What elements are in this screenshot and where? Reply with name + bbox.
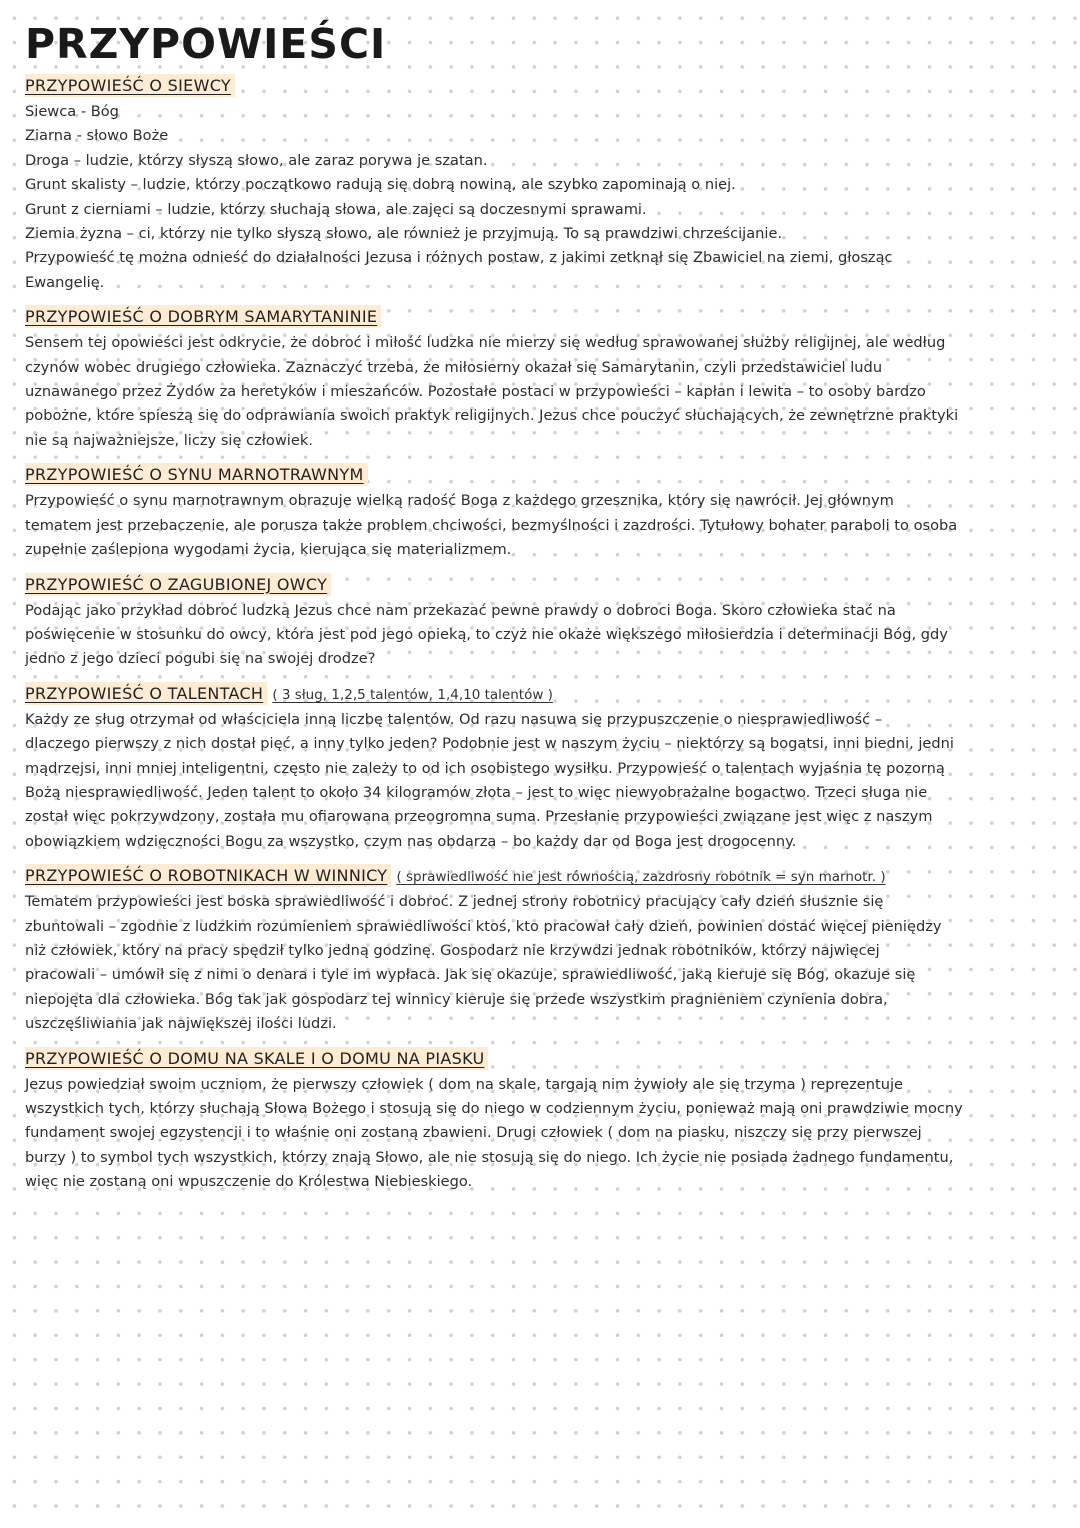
section-body <box>25 100 1060 295</box>
section-syn-marnotrawny <box>25 463 1060 562</box>
text-line: Przypowieść tę można odnieść do działalności Jezusa i różnych postaw, z jakimi zetknął się Zbawiciel na ziemi, głosząc <box>25 249 893 267</box>
text-line: czynów wobec drugiego człowieka. Zaznaczyć trzeba, że miłosierny okazał się Samarytanin, czyli przedstawiciel ludu <box>25 358 883 376</box>
text-line: niepojęta dla człowieka. Bóg tak jak gospodarz tej winnicy kieruje się przede wszystkim pragnieniem czynienia dobra, <box>25 990 888 1008</box>
section-note: ( 3 sług, 1,2,5 talentów, 1,4,10 talentów ) <box>272 686 553 703</box>
text-line: Ziemia żyzna – ci, którzy nie tylko słyszą słowo, ale również je przyjmują. To są prawdziwi chrześcijanie. <box>25 225 783 243</box>
document-page <box>25 18 1060 1195</box>
text-line: uznawanego przez Żydów za heretyków i mieszańców. Pozostałe postaci w przypowieści – kapłan i lewita – to osoby bardzo <box>25 383 926 401</box>
text-line: Droga – ludzie, którzy słyszą słowo, ale zaraz porywa je szatan. <box>25 151 488 169</box>
section-siewca <box>25 74 1060 295</box>
section-heading: PRZYPOWIEŚĆ O ROBOTNIKACH W WINNICY <box>25 864 391 887</box>
section-body <box>25 708 1060 854</box>
section-body <box>25 890 1060 1036</box>
text-line: tematem jest przebaczenie, ale porusza także problem chciwości, bezmyślności i zazdrości. Tytułowy bohater paraboli to osoba <box>25 516 958 534</box>
text-line: Podając jako przykład dobroć ludzką Jezus chce nam przekazać pewne prawdy o dobroci Boga. Skoro człowieka stać na <box>25 601 896 619</box>
text-line: Grunt skalisty – ludzie, którzy początkowo radują się dobrą nowiną, ale szybko zapominają o niej. <box>25 176 736 194</box>
text-line: wszystkich tych, którzy słuchają Słowa Bożego i stosują się do niego w codziennym życiu, ponieważ mają oni prawdziwie mocny <box>25 1100 963 1117</box>
text-line: Sensem tej opowieści jest odkrycie, że dobroć i miłość ludzka nie mierzy się według sprawowanej służby religijnej, ale według <box>25 334 946 352</box>
section-body <box>25 1073 1060 1195</box>
text-line: zbuntowali – zgodnie z ludzkim rozumieniem sprawiedliwości ktoś, kto pracował cały dzień, powinien dostać więcej pieniędzy <box>25 917 942 935</box>
page-title: PRZYPOWIEŚCI <box>25 20 387 68</box>
section-heading: PRZYPOWIEŚĆ O ZAGUBIONEJ OWCY <box>25 573 331 596</box>
text-line: poświęcenie w stosunku do owcy, która jest pod jego opieką, to czyż nie okaże większego miłosierdzia i determinacji Bóg, gdy <box>25 625 948 643</box>
section-heading: PRZYPOWIEŚĆ O DOMU NA SKALE I O DOMU NA PIASKU <box>25 1047 488 1070</box>
text-line: więc nie zostaną oni wpuszczenie do Królestwa Niebieskiego. <box>25 1173 473 1191</box>
section-heading: PRZYPOWIEŚĆ O SYNU MARNOTRAWNYM <box>25 463 368 486</box>
text-line: burzy ) to symbol tych wszystkich, którzy znają Słowo, ale nie stosują się do niego. Ich życie nie posiada żadnego fundamentu, <box>25 1148 954 1166</box>
text-line: pracowali – umówił się z nimi o denara i tyle im wypłaca. Jak się okazuje, sprawiedliwość, jaką kieruje się Bóg, okazuje się <box>25 966 916 984</box>
text-line: mądrzejsi, inni mniej inteligentni, często nie zależy to od ich osobistego wysiłku. Przypowieść o talentach wyjaśnia tę pozorną <box>25 759 945 777</box>
section-body <box>25 599 1060 672</box>
text-line: nie są najważniejsze, liczy się człowiek. <box>25 431 313 449</box>
section-note: ( sprawiedliwość nie jest równością, zazdrosny robotnik = syn marnotr. ) <box>396 869 886 886</box>
text-line: Ewangelię. <box>25 273 105 291</box>
section-talenty <box>25 682 1060 854</box>
section-zagubiona-owca <box>25 573 1060 672</box>
section-body <box>25 331 1060 453</box>
text-line: uszczęśliwiania jak największej ilości ludzi. <box>25 1015 337 1033</box>
section-samarytanin <box>25 305 1060 453</box>
text-line: zupełnie zaślepiona wygodami życia, kierująca się materializmem. <box>25 541 512 559</box>
text-line: Grunt z cierniami – ludzie, którzy słuchają słowa, ale zajęci są doczesnymi sprawami. <box>25 200 647 218</box>
section-dom-na-skale <box>25 1047 1060 1195</box>
section-heading: PRZYPOWIEŚĆ O SIEWCY <box>25 74 235 97</box>
section-body <box>25 489 1060 562</box>
text-line: Ziarna - słowo Boże <box>25 127 169 145</box>
text-line: Siewca - Bóg <box>25 103 119 120</box>
text-line: dlaczego pierwszy z nich dostał pięć, a inny tylko jeden? Podobnie jest w naszym życiu – niektórzy są bogatsi, inni biedni, jedni <box>25 735 954 753</box>
text-line: pobożne, które spieszą się do odprawiania swoich praktyk religijnych. Jezus chce pouczyć słuchających, że zewnętrzne praktyki <box>25 407 959 425</box>
text-line: obowiązkiem wdzięczności Bogu za wszystko, czym nas obdarza – bo każdy dar od Boga jest drogocenny. <box>25 832 797 850</box>
section-heading: PRZYPOWIEŚĆ O TALENTACH <box>25 682 267 705</box>
text-line: Przypowieść o synu marnotrawnym obrazuje wielką radość Boga z każdego grzesznika, który się nawrócił. Jej głównym <box>25 492 894 510</box>
text-line: fundament swojej egzystencji i to właśnie oni zostaną zbawieni. Drugi człowiek ( dom na piasku, niszczy się przy pierwszej <box>25 1124 922 1142</box>
text-line: niż człowiek, który na pracy spędził tylko jedną godzinę. Gospodarz nie krzywdzi jednak robotników, którzy najwięcej <box>25 941 880 959</box>
text-line: został więc pokrzywdzony, została mu ofiarowana przeogromna suma. Przesłanie przypowieści związane jest więc z naszym <box>25 808 933 826</box>
text-line: Jezus powiedział swoim uczniom, że pierwszy człowiek ( dom na skale, targają nim żywioły ale się trzyma ) reprezentuje <box>25 1075 904 1093</box>
text-line: Bożą niesprawiedliwość. Jeden talent to około 34 kilogramów złota – jest to więc niewyobrażalne bogactwo. Trzeci sługa nie <box>25 783 928 801</box>
text-line: jedno z jego dzieci pogubi się na swojej drodze? <box>25 650 376 668</box>
text-line: Każdy ze sług otrzymał od właściciela inną liczbę talentów. Od razu nasuwa się przypuszczenie o niesprawiedliwość – <box>25 710 883 728</box>
text-line: Tematem przypowieści jest boska sprawiedliwość i dobroć. Z jednej strony robotnicy pracujący cały dzień słusznie się <box>25 893 884 911</box>
section-heading: PRZYPOWIEŚĆ O DOBRYM SAMARYTANINIE <box>25 305 381 328</box>
section-robotnicy <box>25 864 1060 1036</box>
